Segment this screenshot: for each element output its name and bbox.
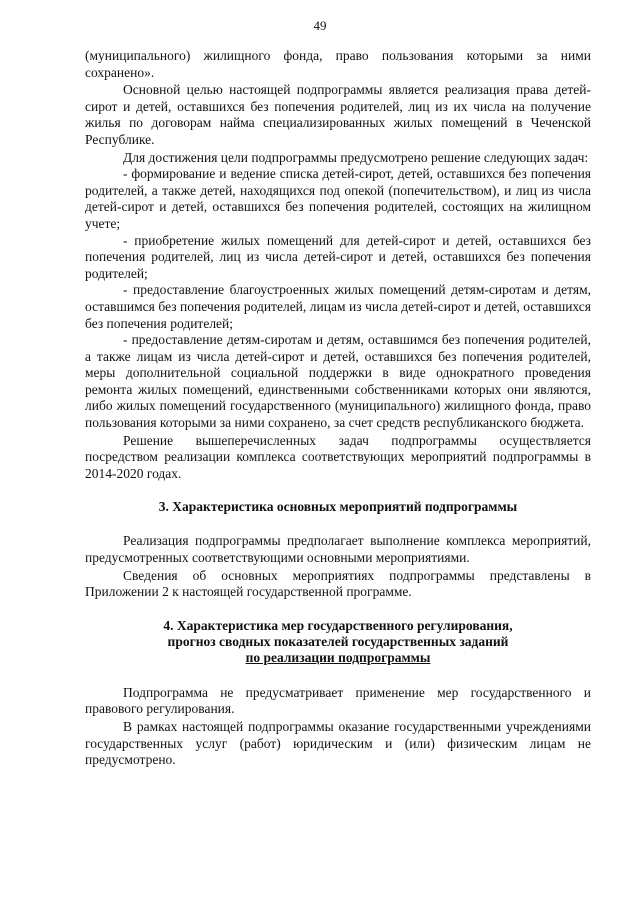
task-item-3: - предоставление благоустроенных жилых помещений детям-сиротам и детям, оставшимся без попечения родителей, лицам из числа детей-сирот и детей, оставшихся без попечения родителей; [85,282,591,331]
task-item-1: - формирование и ведение списка детей-сирот, детей, оставшихся без попечения родителей, а также детей, находящихся под опекой (попечительством), и лиц из числа детей-сирот и детей, оставшихся без попечения родителей, состоящих на жилищном учете; [85,166,591,231]
section-3-paragraph-1: Реализация подпрограммы предполагает выполнение комплекса мероприятий, предусмотренных соответствующими основными мероприятиями. [85,533,591,566]
task-item-4: - предоставление детям-сиротам и детям, оставшимся без попечения родителей, а также лицам из числа детей-сирот и детей, оставшихся без попечения родителей, меры дополнительной социальной поддержки в виде однократного проведения ремонта жилых помещений, единственными собственниками которых они являются, либо жилых помещений государственного (муниципального) жилищного фонда, право пользования которыми за ними сохранено, за счет средств республиканского бюджета. [85,332,591,431]
paragraph-tasks-implementation: Решение вышеперечисленных задач подпрограммы осуществляется посредством реализации комплекса соответствующих мероприятий подпрограммы в 2014-2020 годах. [85,432,591,481]
paragraph-goal: Основной целью настоящей подпрограммы является реализация права детей-сирот и детей, оставшихся без попечения родителей, лиц из их числа на получение жилья по договорам найма специализированных жилых помещений в Чеченской Республике. [85,82,591,147]
task-item-2: - приобретение жилых помещений для детей-сирот и детей, оставшихся без попечения родителей, лиц из числа детей-сирот и детей, оставшихся без попечения родителей; [85,232,591,281]
section-4-paragraph-1: Подпрограмма не предусматривает применение мер государственного и правового регулирования. [85,684,591,717]
paragraph-continuation: (муниципального) жилищного фонда, право пользования которыми за ними сохранено». [85,48,591,80]
section-4-heading [85,618,591,666]
section-3-paragraph-2: Сведения об основных мероприятиях подпрограммы представлены в Приложении 2 к настоящей государственной программе. [85,567,591,600]
paragraph-tasks-intro: Для достижения цели подпрограммы предусмотрено решение следующих задач: [123,149,589,165]
section-4-heading-line-2: прогноз сводных показателей государственных заданий [167,633,509,649]
document-body [85,48,591,769]
section-3-heading: 3. Характеристика основных мероприятий подпрограммы [158,499,518,515]
section-4-heading-line-1: 4. Характеристика мер государственного регулирования, [163,617,513,633]
section-4-paragraph-2: В рамках настоящей подпрограммы оказание государственными учреждениями государственных услуг (работ) юридическим и (или) физическим лицам не предусмотрено. [85,719,591,768]
section-4-heading-line-3: по реализации подпрограммы [245,649,431,665]
page-number: 49 [313,18,327,33]
